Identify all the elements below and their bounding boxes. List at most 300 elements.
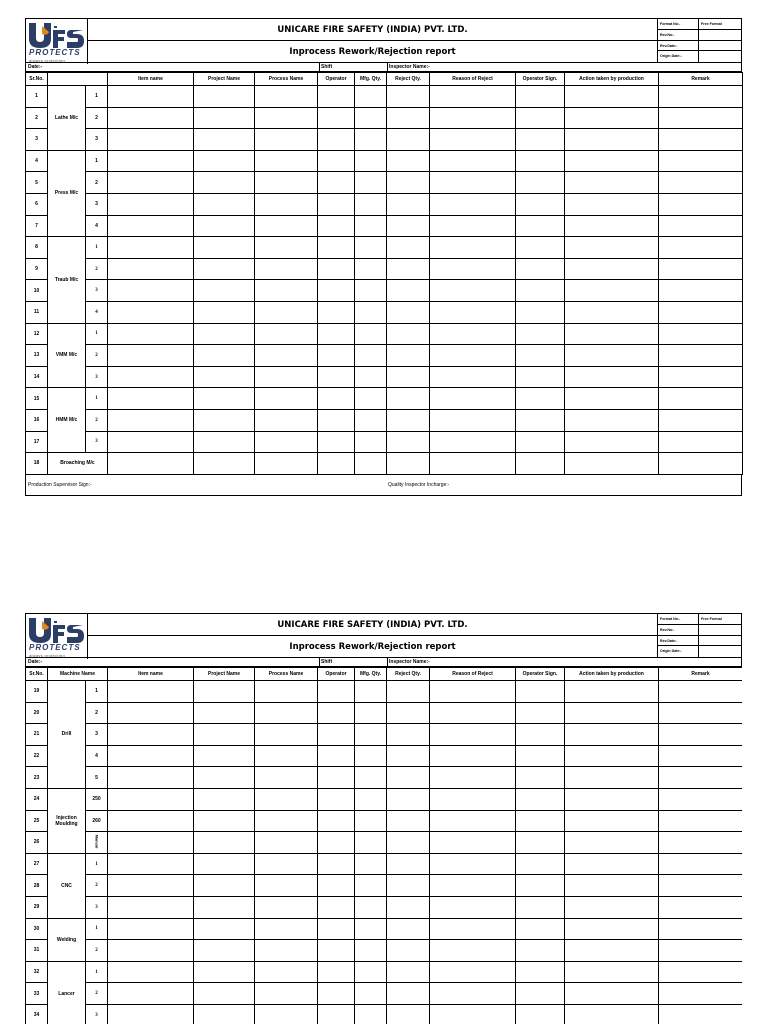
- entry-cell-item-name[interactable]: [108, 409, 194, 431]
- entry-cell-action[interactable]: [565, 172, 659, 194]
- entry-cell-item-name[interactable]: [108, 237, 194, 259]
- entry-cell-reject-qty[interactable]: [387, 345, 430, 367]
- entry-cell-mfg-qty[interactable]: [355, 258, 387, 280]
- entry-cell-project-name[interactable]: [194, 940, 255, 962]
- entry-cell-reason[interactable]: [430, 681, 516, 703]
- entry-cell-operator-sign[interactable]: [516, 107, 565, 129]
- entry-cell-project-name[interactable]: [194, 86, 255, 108]
- entry-cell-operator[interactable]: [318, 280, 355, 302]
- entry-cell-action[interactable]: [565, 431, 659, 453]
- entry-cell-reason[interactable]: [430, 832, 516, 854]
- entry-cell-item-name[interactable]: [108, 1004, 194, 1024]
- entry-cell-reject-qty[interactable]: [387, 172, 430, 194]
- entry-cell-operator[interactable]: [318, 86, 355, 108]
- entry-cell-process-name[interactable]: [255, 388, 318, 410]
- entry-cell-item-name[interactable]: [108, 853, 194, 875]
- entry-cell-mfg-qty[interactable]: [355, 280, 387, 302]
- entry-cell-operator[interactable]: [318, 702, 355, 724]
- entry-cell-reason[interactable]: [430, 453, 516, 475]
- entry-cell-item-name[interactable]: [108, 745, 194, 767]
- entry-cell-operator-sign[interactable]: [516, 875, 565, 897]
- entry-cell-operator[interactable]: [318, 832, 355, 854]
- entry-cell-process-name[interactable]: [255, 345, 318, 367]
- entry-cell-reject-qty[interactable]: [387, 853, 430, 875]
- entry-cell-mfg-qty[interactable]: [355, 345, 387, 367]
- entry-cell-operator-sign[interactable]: [516, 86, 565, 108]
- entry-cell-reject-qty[interactable]: [387, 681, 430, 703]
- entry-cell-action[interactable]: [565, 724, 659, 746]
- entry-cell-operator-sign[interactable]: [516, 129, 565, 151]
- entry-cell-mfg-qty[interactable]: [355, 896, 387, 918]
- entry-cell-reject-qty[interactable]: [387, 215, 430, 237]
- entry-cell-item-name[interactable]: [108, 150, 194, 172]
- entry-cell-reject-qty[interactable]: [387, 875, 430, 897]
- entry-cell-item-name[interactable]: [108, 323, 194, 345]
- entry-cell-item-name[interactable]: [108, 875, 194, 897]
- entry-cell-mfg-qty[interactable]: [355, 301, 387, 323]
- entry-cell-action[interactable]: [565, 745, 659, 767]
- entry-cell-action[interactable]: [565, 409, 659, 431]
- entry-cell-item-name[interactable]: [108, 788, 194, 810]
- entry-cell-operator[interactable]: [318, 1004, 355, 1024]
- entry-cell-operator[interactable]: [318, 237, 355, 259]
- entry-cell-reject-qty[interactable]: [387, 832, 430, 854]
- entry-cell-project-name[interactable]: [194, 129, 255, 151]
- entry-cell-action[interactable]: [565, 388, 659, 410]
- entry-cell-remark[interactable]: [659, 788, 742, 810]
- entry-cell-project-name[interactable]: [194, 745, 255, 767]
- entry-cell-operator[interactable]: [318, 961, 355, 983]
- entry-cell-action[interactable]: [565, 681, 659, 703]
- entry-cell-project-name[interactable]: [194, 345, 255, 367]
- entry-cell-project-name[interactable]: [194, 832, 255, 854]
- entry-cell-mfg-qty[interactable]: [355, 388, 387, 410]
- entry-cell-project-name[interactable]: [194, 280, 255, 302]
- entry-cell-operator[interactable]: [318, 853, 355, 875]
- entry-cell-item-name[interactable]: [108, 896, 194, 918]
- entry-cell-operator[interactable]: [318, 431, 355, 453]
- entry-cell-reason[interactable]: [430, 875, 516, 897]
- entry-cell-project-name[interactable]: [194, 724, 255, 746]
- entry-cell-action[interactable]: [565, 301, 659, 323]
- entry-cell-reject-qty[interactable]: [387, 983, 430, 1005]
- entry-cell-project-name[interactable]: [194, 983, 255, 1005]
- entry-cell-reason[interactable]: [430, 345, 516, 367]
- entry-cell-operator-sign[interactable]: [516, 853, 565, 875]
- entry-cell-remark[interactable]: [659, 323, 743, 345]
- entry-cell-reason[interactable]: [430, 193, 516, 215]
- entry-cell-project-name[interactable]: [194, 810, 255, 832]
- entry-cell-process-name[interactable]: [255, 681, 318, 703]
- entry-cell-mfg-qty[interactable]: [355, 193, 387, 215]
- entry-cell-reason[interactable]: [430, 129, 516, 151]
- entry-cell-reject-qty[interactable]: [387, 767, 430, 789]
- entry-cell-process-name[interactable]: [255, 129, 318, 151]
- entry-cell-project-name[interactable]: [194, 301, 255, 323]
- entry-cell-reason[interactable]: [430, 724, 516, 746]
- entry-cell-remark[interactable]: [659, 409, 743, 431]
- entry-cell-operator-sign[interactable]: [516, 896, 565, 918]
- entry-cell-reject-qty[interactable]: [387, 129, 430, 151]
- entry-cell-project-name[interactable]: [194, 453, 255, 475]
- entry-cell-reason[interactable]: [430, 150, 516, 172]
- entry-cell-reject-qty[interactable]: [387, 1004, 430, 1024]
- entry-cell-item-name[interactable]: [108, 345, 194, 367]
- entry-cell-item-name[interactable]: [108, 810, 194, 832]
- entry-cell-reason[interactable]: [430, 940, 516, 962]
- entry-cell-process-name[interactable]: [255, 961, 318, 983]
- entry-cell-action[interactable]: [565, 129, 659, 151]
- entry-cell-item-name[interactable]: [108, 681, 194, 703]
- entry-cell-remark[interactable]: [659, 172, 743, 194]
- entry-cell-reason[interactable]: [430, 745, 516, 767]
- entry-cell-remark[interactable]: [659, 258, 743, 280]
- entry-cell-remark[interactable]: [659, 280, 743, 302]
- entry-cell-process-name[interactable]: [255, 215, 318, 237]
- entry-cell-item-name[interactable]: [108, 983, 194, 1005]
- entry-cell-process-name[interactable]: [255, 431, 318, 453]
- entry-cell-action[interactable]: [565, 1004, 659, 1024]
- entry-cell-operator[interactable]: [318, 323, 355, 345]
- entry-cell-operator-sign[interactable]: [516, 681, 565, 703]
- entry-cell-action[interactable]: [565, 896, 659, 918]
- entry-cell-action[interactable]: [565, 366, 659, 388]
- entry-cell-operator-sign[interactable]: [516, 918, 565, 940]
- entry-cell-action[interactable]: [565, 150, 659, 172]
- entry-cell-reason[interactable]: [430, 107, 516, 129]
- entry-cell-operator-sign[interactable]: [516, 366, 565, 388]
- entry-cell-process-name[interactable]: [255, 409, 318, 431]
- entry-cell-operator-sign[interactable]: [516, 983, 565, 1005]
- entry-cell-operator[interactable]: [318, 150, 355, 172]
- entry-cell-action[interactable]: [565, 940, 659, 962]
- entry-cell-operator[interactable]: [318, 810, 355, 832]
- entry-cell-operator-sign[interactable]: [516, 431, 565, 453]
- entry-cell-item-name[interactable]: [108, 129, 194, 151]
- entry-cell-item-name[interactable]: [108, 724, 194, 746]
- entry-cell-mfg-qty[interactable]: [355, 853, 387, 875]
- entry-cell-mfg-qty[interactable]: [355, 409, 387, 431]
- entry-cell-process-name[interactable]: [255, 150, 318, 172]
- entry-cell-action[interactable]: [565, 258, 659, 280]
- entry-cell-remark[interactable]: [659, 810, 742, 832]
- entry-cell-remark[interactable]: [659, 107, 743, 129]
- entry-cell-remark[interactable]: [659, 301, 743, 323]
- entry-cell-item-name[interactable]: [108, 431, 194, 453]
- entry-cell-process-name[interactable]: [255, 172, 318, 194]
- entry-cell-operator[interactable]: [318, 388, 355, 410]
- entry-cell-reject-qty[interactable]: [387, 896, 430, 918]
- entry-cell-project-name[interactable]: [194, 431, 255, 453]
- entry-cell-process-name[interactable]: [255, 918, 318, 940]
- entry-cell-project-name[interactable]: [194, 918, 255, 940]
- entry-cell-remark[interactable]: [659, 681, 742, 703]
- entry-cell-item-name[interactable]: [108, 961, 194, 983]
- entry-cell-project-name[interactable]: [194, 258, 255, 280]
- entry-cell-action[interactable]: [565, 810, 659, 832]
- entry-cell-reject-qty[interactable]: [387, 323, 430, 345]
- entry-cell-reject-qty[interactable]: [387, 431, 430, 453]
- entry-cell-operator-sign[interactable]: [516, 258, 565, 280]
- entry-cell-action[interactable]: [565, 345, 659, 367]
- entry-cell-operator-sign[interactable]: [516, 301, 565, 323]
- entry-cell-process-name[interactable]: [255, 788, 318, 810]
- entry-cell-operator[interactable]: [318, 409, 355, 431]
- entry-cell-mfg-qty[interactable]: [355, 366, 387, 388]
- entry-cell-remark[interactable]: [659, 453, 743, 475]
- entry-cell-reject-qty[interactable]: [387, 258, 430, 280]
- entry-cell-process-name[interactable]: [255, 453, 318, 475]
- entry-cell-reject-qty[interactable]: [387, 918, 430, 940]
- entry-cell-item-name[interactable]: [108, 702, 194, 724]
- entry-cell-reason[interactable]: [430, 983, 516, 1005]
- entry-cell-process-name[interactable]: [255, 366, 318, 388]
- entry-cell-operator[interactable]: [318, 107, 355, 129]
- entry-cell-remark[interactable]: [659, 150, 743, 172]
- entry-cell-action[interactable]: [565, 280, 659, 302]
- entry-cell-mfg-qty[interactable]: [355, 918, 387, 940]
- entry-cell-operator[interactable]: [318, 724, 355, 746]
- entry-cell-process-name[interactable]: [255, 745, 318, 767]
- entry-cell-item-name[interactable]: [108, 280, 194, 302]
- entry-cell-reject-qty[interactable]: [387, 150, 430, 172]
- entry-cell-process-name[interactable]: [255, 193, 318, 215]
- entry-cell-process-name[interactable]: [255, 832, 318, 854]
- entry-cell-operator[interactable]: [318, 301, 355, 323]
- entry-cell-operator[interactable]: [318, 940, 355, 962]
- entry-cell-project-name[interactable]: [194, 323, 255, 345]
- entry-cell-reason[interactable]: [430, 961, 516, 983]
- entry-cell-mfg-qty[interactable]: [355, 431, 387, 453]
- entry-cell-operator[interactable]: [318, 215, 355, 237]
- entry-cell-item-name[interactable]: [108, 832, 194, 854]
- entry-cell-mfg-qty[interactable]: [355, 961, 387, 983]
- entry-cell-remark[interactable]: [659, 702, 742, 724]
- entry-cell-reject-qty[interactable]: [387, 301, 430, 323]
- entry-cell-reason[interactable]: [430, 767, 516, 789]
- entry-cell-operator[interactable]: [318, 896, 355, 918]
- entry-cell-operator[interactable]: [318, 172, 355, 194]
- entry-cell-operator[interactable]: [318, 129, 355, 151]
- entry-cell-reason[interactable]: [430, 1004, 516, 1024]
- entry-cell-operator-sign[interactable]: [516, 409, 565, 431]
- entry-cell-action[interactable]: [565, 788, 659, 810]
- entry-cell-reason[interactable]: [430, 788, 516, 810]
- entry-cell-reject-qty[interactable]: [387, 961, 430, 983]
- entry-cell-process-name[interactable]: [255, 875, 318, 897]
- entry-cell-reject-qty[interactable]: [387, 237, 430, 259]
- entry-cell-project-name[interactable]: [194, 409, 255, 431]
- entry-cell-reason[interactable]: [430, 237, 516, 259]
- entry-cell-operator[interactable]: [318, 918, 355, 940]
- entry-cell-reject-qty[interactable]: [387, 940, 430, 962]
- entry-cell-reason[interactable]: [430, 86, 516, 108]
- entry-cell-item-name[interactable]: [108, 301, 194, 323]
- entry-cell-project-name[interactable]: [194, 896, 255, 918]
- entry-cell-reject-qty[interactable]: [387, 366, 430, 388]
- entry-cell-item-name[interactable]: [108, 366, 194, 388]
- entry-cell-remark[interactable]: [659, 388, 743, 410]
- entry-cell-reason[interactable]: [430, 172, 516, 194]
- entry-cell-reason[interactable]: [430, 323, 516, 345]
- entry-cell-mfg-qty[interactable]: [355, 875, 387, 897]
- entry-cell-reject-qty[interactable]: [387, 409, 430, 431]
- entry-cell-reason[interactable]: [430, 280, 516, 302]
- entry-cell-remark[interactable]: [659, 940, 742, 962]
- entry-cell-mfg-qty[interactable]: [355, 150, 387, 172]
- entry-cell-operator-sign[interactable]: [516, 453, 565, 475]
- entry-cell-remark[interactable]: [659, 853, 742, 875]
- entry-cell-action[interactable]: [565, 961, 659, 983]
- entry-cell-process-name[interactable]: [255, 767, 318, 789]
- entry-cell-process-name[interactable]: [255, 702, 318, 724]
- entry-cell-item-name[interactable]: [108, 940, 194, 962]
- entry-cell-action[interactable]: [565, 702, 659, 724]
- entry-cell-operator[interactable]: [318, 681, 355, 703]
- entry-cell-operator[interactable]: [318, 193, 355, 215]
- entry-cell-item-name[interactable]: [108, 453, 194, 475]
- entry-cell-process-name[interactable]: [255, 86, 318, 108]
- entry-cell-project-name[interactable]: [194, 172, 255, 194]
- entry-cell-operator-sign[interactable]: [516, 702, 565, 724]
- entry-cell-process-name[interactable]: [255, 107, 318, 129]
- entry-cell-item-name[interactable]: [108, 107, 194, 129]
- entry-cell-process-name[interactable]: [255, 724, 318, 746]
- entry-cell-process-name[interactable]: [255, 237, 318, 259]
- entry-cell-operator-sign[interactable]: [516, 724, 565, 746]
- entry-cell-project-name[interactable]: [194, 788, 255, 810]
- entry-cell-mfg-qty[interactable]: [355, 788, 387, 810]
- entry-cell-action[interactable]: [565, 453, 659, 475]
- entry-cell-project-name[interactable]: [194, 366, 255, 388]
- entry-cell-operator-sign[interactable]: [516, 237, 565, 259]
- entry-cell-mfg-qty[interactable]: [355, 810, 387, 832]
- entry-cell-process-name[interactable]: [255, 896, 318, 918]
- entry-cell-operator[interactable]: [318, 745, 355, 767]
- entry-cell-remark[interactable]: [659, 431, 743, 453]
- entry-cell-mfg-qty[interactable]: [355, 983, 387, 1005]
- entry-cell-item-name[interactable]: [108, 172, 194, 194]
- entry-cell-project-name[interactable]: [194, 961, 255, 983]
- entry-cell-project-name[interactable]: [194, 215, 255, 237]
- entry-cell-project-name[interactable]: [194, 1004, 255, 1024]
- entry-cell-reason[interactable]: [430, 810, 516, 832]
- entry-cell-project-name[interactable]: [194, 702, 255, 724]
- entry-cell-item-name[interactable]: [108, 767, 194, 789]
- entry-cell-remark[interactable]: [659, 961, 742, 983]
- entry-cell-mfg-qty[interactable]: [355, 1004, 387, 1024]
- entry-cell-reason[interactable]: [430, 918, 516, 940]
- entry-cell-mfg-qty[interactable]: [355, 107, 387, 129]
- entry-cell-operator-sign[interactable]: [516, 388, 565, 410]
- entry-cell-action[interactable]: [565, 875, 659, 897]
- entry-cell-action[interactable]: [565, 767, 659, 789]
- entry-cell-remark[interactable]: [659, 918, 742, 940]
- entry-cell-project-name[interactable]: [194, 193, 255, 215]
- entry-cell-action[interactable]: [565, 323, 659, 345]
- entry-cell-process-name[interactable]: [255, 280, 318, 302]
- entry-cell-project-name[interactable]: [194, 388, 255, 410]
- entry-cell-reason[interactable]: [430, 258, 516, 280]
- entry-cell-mfg-qty[interactable]: [355, 453, 387, 475]
- entry-cell-item-name[interactable]: [108, 86, 194, 108]
- entry-cell-reason[interactable]: [430, 431, 516, 453]
- entry-cell-operator-sign[interactable]: [516, 172, 565, 194]
- entry-cell-reason[interactable]: [430, 896, 516, 918]
- entry-cell-reason[interactable]: [430, 215, 516, 237]
- entry-cell-action[interactable]: [565, 918, 659, 940]
- entry-cell-operator-sign[interactable]: [516, 323, 565, 345]
- entry-cell-process-name[interactable]: [255, 810, 318, 832]
- entry-cell-action[interactable]: [565, 86, 659, 108]
- entry-cell-remark[interactable]: [659, 832, 742, 854]
- entry-cell-operator[interactable]: [318, 258, 355, 280]
- entry-cell-remark[interactable]: [659, 1004, 742, 1024]
- entry-cell-operator-sign[interactable]: [516, 1004, 565, 1024]
- entry-cell-operator[interactable]: [318, 345, 355, 367]
- entry-cell-mfg-qty[interactable]: [355, 215, 387, 237]
- entry-cell-action[interactable]: [565, 107, 659, 129]
- entry-cell-remark[interactable]: [659, 86, 743, 108]
- entry-cell-mfg-qty[interactable]: [355, 745, 387, 767]
- entry-cell-item-name[interactable]: [108, 193, 194, 215]
- entry-cell-mfg-qty[interactable]: [355, 832, 387, 854]
- entry-cell-reject-qty[interactable]: [387, 702, 430, 724]
- entry-cell-action[interactable]: [565, 853, 659, 875]
- entry-cell-remark[interactable]: [659, 875, 742, 897]
- entry-cell-process-name[interactable]: [255, 983, 318, 1005]
- entry-cell-action[interactable]: [565, 215, 659, 237]
- entry-cell-operator-sign[interactable]: [516, 810, 565, 832]
- entry-cell-process-name[interactable]: [255, 853, 318, 875]
- entry-cell-remark[interactable]: [659, 193, 743, 215]
- entry-cell-reject-qty[interactable]: [387, 810, 430, 832]
- entry-cell-operator[interactable]: [318, 875, 355, 897]
- entry-cell-project-name[interactable]: [194, 767, 255, 789]
- entry-cell-remark[interactable]: [659, 345, 743, 367]
- entry-cell-action[interactable]: [565, 193, 659, 215]
- entry-cell-project-name[interactable]: [194, 150, 255, 172]
- entry-cell-operator[interactable]: [318, 788, 355, 810]
- entry-cell-item-name[interactable]: [108, 215, 194, 237]
- entry-cell-item-name[interactable]: [108, 918, 194, 940]
- entry-cell-remark[interactable]: [659, 724, 742, 746]
- entry-cell-item-name[interactable]: [108, 388, 194, 410]
- entry-cell-item-name[interactable]: [108, 258, 194, 280]
- entry-cell-reason[interactable]: [430, 853, 516, 875]
- entry-cell-remark[interactable]: [659, 896, 742, 918]
- entry-cell-operator-sign[interactable]: [516, 745, 565, 767]
- entry-cell-operator-sign[interactable]: [516, 767, 565, 789]
- entry-cell-operator[interactable]: [318, 983, 355, 1005]
- entry-cell-reject-qty[interactable]: [387, 107, 430, 129]
- entry-cell-mfg-qty[interactable]: [355, 129, 387, 151]
- entry-cell-operator-sign[interactable]: [516, 150, 565, 172]
- entry-cell-remark[interactable]: [659, 129, 743, 151]
- entry-cell-operator-sign[interactable]: [516, 788, 565, 810]
- entry-cell-process-name[interactable]: [255, 323, 318, 345]
- entry-cell-project-name[interactable]: [194, 853, 255, 875]
- entry-cell-reason[interactable]: [430, 702, 516, 724]
- entry-cell-reject-qty[interactable]: [387, 86, 430, 108]
- entry-cell-operator[interactable]: [318, 366, 355, 388]
- entry-cell-reject-qty[interactable]: [387, 388, 430, 410]
- entry-cell-reject-qty[interactable]: [387, 788, 430, 810]
- entry-cell-action[interactable]: [565, 983, 659, 1005]
- entry-cell-mfg-qty[interactable]: [355, 172, 387, 194]
- entry-cell-operator-sign[interactable]: [516, 215, 565, 237]
- entry-cell-reject-qty[interactable]: [387, 193, 430, 215]
